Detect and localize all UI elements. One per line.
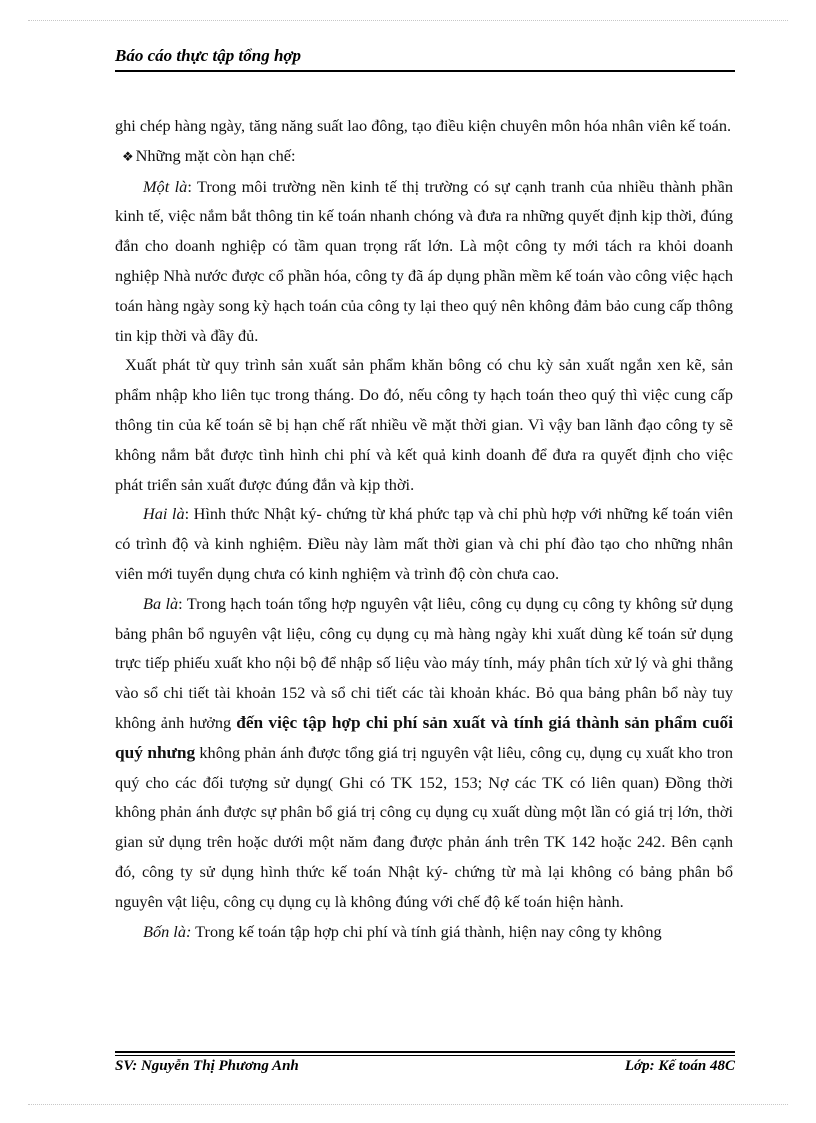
document-body: [115, 111, 733, 946]
bullet-heading: [115, 141, 733, 172]
paragraph-text: Trong kế toán tập hợp chi phí và tính giá thành, hiện nay công ty không: [191, 921, 662, 941]
paragraph-label: Bốn là:: [143, 921, 192, 941]
paragraph-mot-la: [115, 172, 733, 351]
header-rule: [115, 70, 735, 72]
paragraph-ba-la: [115, 589, 733, 917]
footer-rule: [115, 1051, 735, 1053]
paragraph-label: Ba là: [143, 593, 179, 613]
page-top-border: [28, 20, 788, 21]
diamond-bullet-icon: ❖: [122, 148, 134, 164]
paragraph-text: : Trong hạch toán tổng hợp nguyên vật liêu, công cụ dụng cụ công ty không sử dụng bảng phân bổ nguyên vật liệu, công cụ dụng cụ mà hàng ngày khi xuất dùng kế toán sử dụng trực tiếp phiếu xuất kho nội bộ để nhập số liệu vào máy tính, máy phân tích xử lý và ghi thẳng vào sổ chi tiết tài khoản 152 và sổ chi tiết các tài khoản khác. Bỏ qua bảng phân bổ này tuy không ảnh hưởng: [115, 593, 733, 732]
paragraph-label: Hai là: [143, 504, 185, 524]
paragraph-text: : Trong môi trường nền kinh tế thị trường có sự cạnh tranh của nhiều thành phần kinh tế, việc nắm bắt thông tin kế toán nhanh chóng và đưa ra những quyết định kịp thời, đúng đắn cho doanh nghiệp có tầm quan trọng rất lớn. Là một công ty mới tách ra khỏi doanh nghiệp Nhà nước được cổ phần hóa, công ty đã áp dụng phần mềm kế toán vào công việc hạch toán hàng ngày song kỳ hạch toán của công ty lại theo quý nên không đảm bảo cung cấp thông tin kịp thời và đầy đủ.: [115, 176, 733, 345]
bullet-heading-text: Những mặt còn hạn chế:: [135, 145, 296, 165]
paragraph-bold-text: đến việc tập hợp chi phí sản xuất và tính giá thành sản phẩm cuối quý nhưng: [115, 712, 734, 762]
paragraph-xuat-phat: Xuất phát từ quy trình sản xuất sản phẩm khăn bông có chu kỳ sản xuất ngắn xen kẽ, sản phẩm nhập kho liên tục trong tháng. Do đó, nếu công ty hạch toán theo quý thì việc cung cấp thông tin của kế toán sẽ bị hạn chế rất nhiều về mặt thời gian. Vì vậy ban lãnh đạo công ty sẽ không nắm bắt được tình hình chi phí và kết quả kinh doanh để đưa ra quyết định cho việc phát triển sản xuất được đúng đắn và kịp thời.: [115, 355, 733, 494]
footer-rule: [115, 1055, 735, 1056]
paragraph-hai-la: [115, 499, 733, 588]
footer-class: Lớp: Kế toán 48C: [624, 1058, 735, 1074]
paragraph-label: Một là: [143, 176, 188, 196]
page-header-title: Báo cáo thực tập tổng hợp: [115, 46, 302, 65]
paragraph-continuation: ghi chép hàng ngày, tăng năng suất lao đông, tạo điều kiện chuyên môn hóa nhân viên kế toán.: [115, 116, 732, 135]
paragraph-text: : Hình thức Nhật ký- chứng từ khá phức tạp và chỉ phù hợp với những kế toán viên có trình độ và kinh nghiệm. Điều này làm mất thời gian và chi phí đào tạo cho những nhân viên mới tuyển dụng chưa có kinh nghiệm và trình độ còn chưa cao.: [115, 504, 733, 583]
footer-student-name: SV: Nguyễn Thị Phương Anh: [115, 1058, 299, 1074]
paragraph-text: không phản ánh được tổng giá trị nguyên vật liêu, công cụ, dụng cụ xuất kho tron quý cho các đối tượng sử dụng( Ghi có TK 152, 153; Nợ các TK có liên quan) Đồng thời không phản ánh được sự phân bổ giá trị công cụ dụng cụ xuất dùng một lần có giá trị lớn, thời gian sử dụng trên hoặc dưới một năm đang được phản ánh trên TK 142 hoặc 242. Bên cạnh đó, công ty sử dụng hình thức kế toán Nhật ký- chứng từ mà lại không có bảng phân bổ nguyên vật liệu, công cụ dụng cụ là không đúng với chế độ kế toán hiện hành.: [115, 742, 733, 911]
page-bottom-border: [28, 1104, 788, 1105]
paragraph-bon-la: [115, 917, 733, 947]
